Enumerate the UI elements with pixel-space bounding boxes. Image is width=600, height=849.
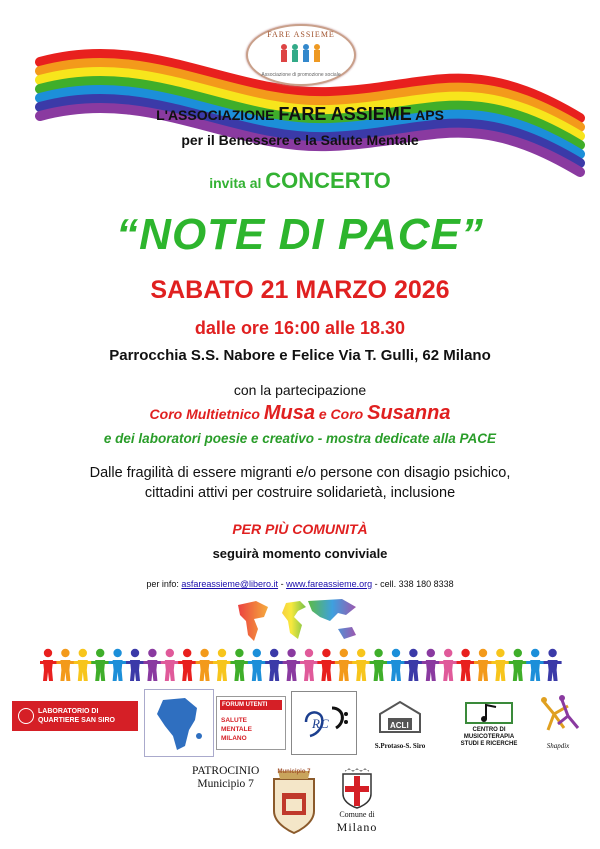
laboratorio-quartiere-logo: [12, 701, 138, 731]
africa-logo-icon: [144, 689, 214, 757]
patrocinio-municipio: Municipio 7: [197, 778, 254, 790]
coro1-prefix: Coro Multietnico: [149, 406, 260, 422]
svg-text:RC: RC: [312, 716, 329, 731]
invita-line: [0, 168, 600, 194]
person-figure-icon: [387, 649, 405, 681]
concerto-text: CONCERTO: [265, 168, 391, 193]
event-date: SABATO 21 MARZO 2026: [150, 276, 450, 304]
person-figure-icon: [248, 649, 266, 681]
forum-title: FORUM UTENTI: [220, 700, 282, 710]
partecipazione-text: con la partecipazione: [233, 382, 367, 398]
event-place: Parrocchia S.S. Nabore e Felice Via T. Gulli, 62 Milano: [109, 347, 491, 364]
centro-line-1: CENTRO DI: [472, 727, 506, 733]
person-figure-icon: [56, 649, 74, 681]
assoc-suffix: APS: [415, 107, 444, 123]
person-figure-icon: [352, 649, 370, 681]
info-prefix: per info:: [146, 579, 179, 589]
assoc-prefix: L'ASSOCIAZIONE: [156, 107, 275, 123]
logo-text: FARE ASSIEME: [267, 30, 335, 39]
musicoterapia-logo: [456, 699, 522, 751]
municipio-7-crest: [268, 765, 320, 837]
svg-text:ACLI: ACLI: [390, 721, 409, 730]
laboratori-text: e dei laboratori poesie e creativo - mostra dedicate alla PACE: [103, 431, 497, 446]
person-figure-icon: [300, 649, 318, 681]
association-line: [0, 104, 600, 125]
info-line: [0, 579, 600, 589]
person-figure-icon: [230, 649, 248, 681]
person-figure-icon: [335, 649, 353, 681]
municipio-crest-icon: [268, 765, 320, 837]
fragilita-line-2: cittadini attivi per costruire solidarietà, inclusione: [144, 485, 456, 501]
assoc-tagline: per il Benessere e la Salute Mentale: [181, 132, 419, 148]
logo-subtitle: Associazione di promozione sociale: [261, 72, 341, 78]
person-figure-icon: [126, 649, 144, 681]
coro-join: e Coro: [318, 406, 364, 422]
person-figure-icon: [265, 649, 283, 681]
invita-text: invita al: [209, 175, 262, 191]
musicoterapia-text: [456, 727, 522, 748]
fragilita-line-1: Dalle fragilità di essere migranti e/o persone con disagio psichico,: [89, 465, 511, 481]
person-figure-icon: [161, 649, 179, 681]
info-sep-1: -: [278, 579, 287, 589]
comune-di-text: Comune di: [339, 810, 375, 819]
milano-crest-icon: [327, 764, 387, 810]
person-figure-icon: [109, 649, 127, 681]
person-figure-icon: [457, 649, 475, 681]
acli-text: S.Protaso-S. Siro: [374, 742, 426, 750]
world-map-icon: [234, 595, 366, 645]
person-figure-icon: [439, 649, 457, 681]
coro2-name: Susanna: [367, 402, 451, 424]
info-phone: - cell. 338 180 8338: [372, 579, 454, 589]
person-figure-icon: [178, 649, 196, 681]
person-figure-icon: [474, 649, 492, 681]
forum-utenti-logo: [216, 696, 286, 750]
forum-sub-2: MENTALE: [221, 726, 252, 733]
forum-sub-3: MILANO: [221, 735, 247, 742]
event-time: dalle ore 16:00 alle 18.30: [194, 318, 406, 338]
person-figure-icon: [544, 649, 562, 681]
per-piu-comunita: PER PIÙ COMUNITÀ: [232, 521, 368, 537]
event-title: “NOTE DI PACE”: [116, 210, 484, 259]
email-link[interactable]: asfareassieme@libero.it: [181, 579, 279, 589]
milano-text: Milano: [336, 820, 378, 834]
person-figure-icon: [74, 649, 92, 681]
shapdix-text: Shapdix: [546, 742, 570, 750]
comune-milano-crest: [327, 764, 387, 840]
church-icon: [368, 698, 432, 738]
dancers-icon: [528, 694, 588, 738]
music-note-icon: [456, 699, 522, 727]
municipal-crest-icon: [18, 708, 34, 724]
coro1-name: Musa: [263, 402, 315, 424]
person-figure-icon: [404, 649, 422, 681]
laboratorio-quartiere-text: LABORATORIO DI QUARTIERE SAN SIRO: [38, 708, 116, 724]
patrocinio-block: [192, 765, 259, 791]
acli-logo: [368, 698, 432, 750]
person-figure-icon: [317, 649, 335, 681]
person-figure-icon: [91, 649, 109, 681]
seguira-text: seguirà momento conviviale: [212, 546, 388, 561]
forum-sub-1: SALUTE: [221, 717, 247, 724]
website-link[interactable]: www.fareassieme.org: [286, 579, 373, 589]
person-figure-icon: [509, 649, 527, 681]
fare-assieme-logo: [246, 24, 356, 86]
person-figure-icon: [213, 649, 231, 681]
person-figure-icon: [40, 649, 57, 681]
person-figure-icon: [526, 649, 544, 681]
people-logo-icon: [276, 42, 326, 66]
patrocinio-label: PATROCINIO: [192, 765, 260, 777]
centro-line-2: MUSICOTERAPIA: [463, 734, 515, 740]
centro-line-3: STUDI E RICERCHE: [460, 741, 518, 747]
shapdix-logo: [528, 694, 588, 752]
person-figure-icon: [370, 649, 388, 681]
music-clef-logo-icon: [291, 691, 357, 755]
person-figure-icon: [422, 649, 440, 681]
person-figure-icon: [196, 649, 214, 681]
person-figure-icon: [143, 649, 161, 681]
municipio-crest-label: Municipio 7: [277, 769, 311, 775]
people-chain-icon: [40, 648, 562, 682]
person-figure-icon: [491, 649, 509, 681]
assoc-name: FARE ASSIEME: [278, 104, 412, 124]
person-figure-icon: [283, 649, 301, 681]
coro-line: [0, 402, 600, 425]
forum-subtitle: [221, 716, 252, 743]
